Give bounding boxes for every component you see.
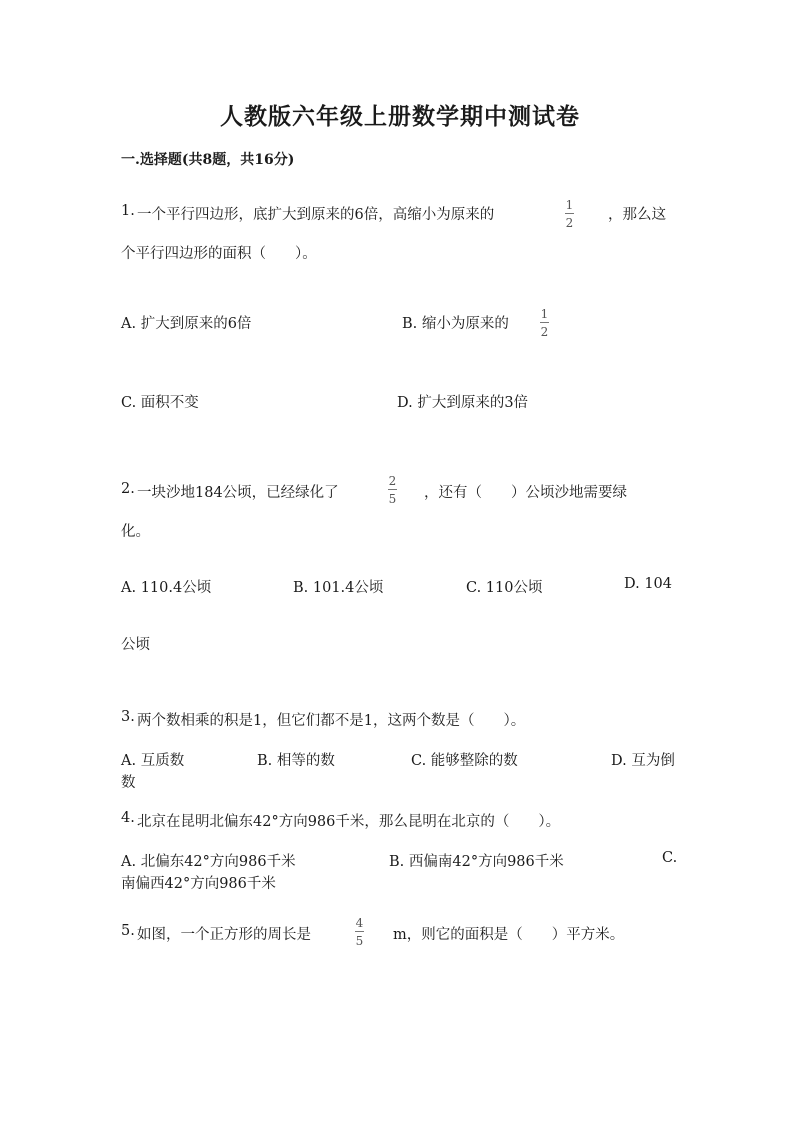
fraction-numerator: 4 [355,916,364,930]
option-d: D. 104 [624,576,673,592]
question-stem: 两个数相乘的积是1，但它们都不是1，这两个数是（ ）。 [137,713,526,729]
fraction [540,308,549,338]
question-stem: 一块沙地184公顷，已经绿化了 [137,485,339,501]
fraction-numerator: 1 [565,198,574,212]
fraction-bar [540,322,549,323]
option-c-continued: 南偏西42°方向986千米 [121,876,276,892]
fraction [388,475,397,505]
question-stem: m，则它的面积是（ ）平方米。 [393,927,625,943]
fraction-numerator: 2 [388,474,397,488]
option-c: C. [662,850,678,866]
option-d: D. 扩大到原来的3倍 [397,395,529,411]
fraction-bar [565,213,574,214]
question-number: 3. [121,709,135,725]
option-d: D. 互为倒 [611,753,675,769]
question-stem: ，还有（ ）公顷沙地需要绿 [424,485,627,501]
option-d-continued: 公顷 [121,637,150,653]
option-b: B. 西偏南42°方向986千米 [389,854,564,870]
option-b: B. 相等的数 [257,753,335,769]
fraction-numerator: 1 [540,307,549,321]
question-stem: 一个平行四边形，底扩大到原来的6倍，高缩小为原来的 [137,207,495,223]
fraction [565,199,574,229]
question-stem-line2: 个平行四边形的面积（ ）。 [121,246,317,262]
question-number: 5. [121,923,135,939]
page-title: 人教版六年级上册数学期中测试卷 [220,103,580,130]
question-number: 2. [121,481,135,497]
fraction-denominator: 2 [540,325,549,339]
option-a: A. 北偏东42°方向986千米 [121,854,296,870]
fraction-bar [388,489,397,490]
option-c: C. 能够整除的数 [411,753,518,769]
fraction-bar [355,931,364,932]
option-a: A. 互质数 [121,753,185,769]
option-c: C. 110公顷 [466,580,543,596]
fraction-denominator: 5 [388,492,397,506]
option-b: B. 缩小为原来的 [402,316,509,332]
question-stem: 北京在昆明北偏东42°方向986千米，那么昆明在北京的（ ）。 [137,814,561,830]
fraction [355,917,364,947]
question-number: 1. [121,203,135,219]
question-stem: ，那么这 [608,207,666,223]
question-stem: 如图，一个正方形的周长是 [137,927,311,943]
option-a: A. 110.4公顷 [121,580,212,596]
option-c: C. 面积不变 [121,395,199,411]
question-stem-line2: 化。 [121,524,150,540]
question-number: 4. [121,810,135,826]
fraction-denominator: 2 [565,216,574,230]
option-d-continued: 数 [121,775,136,791]
fraction-denominator: 5 [355,934,364,948]
option-a: A. 扩大到原来的6倍 [121,316,252,332]
section-heading: 一.选择题(共8题，共16分) [121,152,295,168]
option-b: B. 101.4公顷 [293,580,384,596]
